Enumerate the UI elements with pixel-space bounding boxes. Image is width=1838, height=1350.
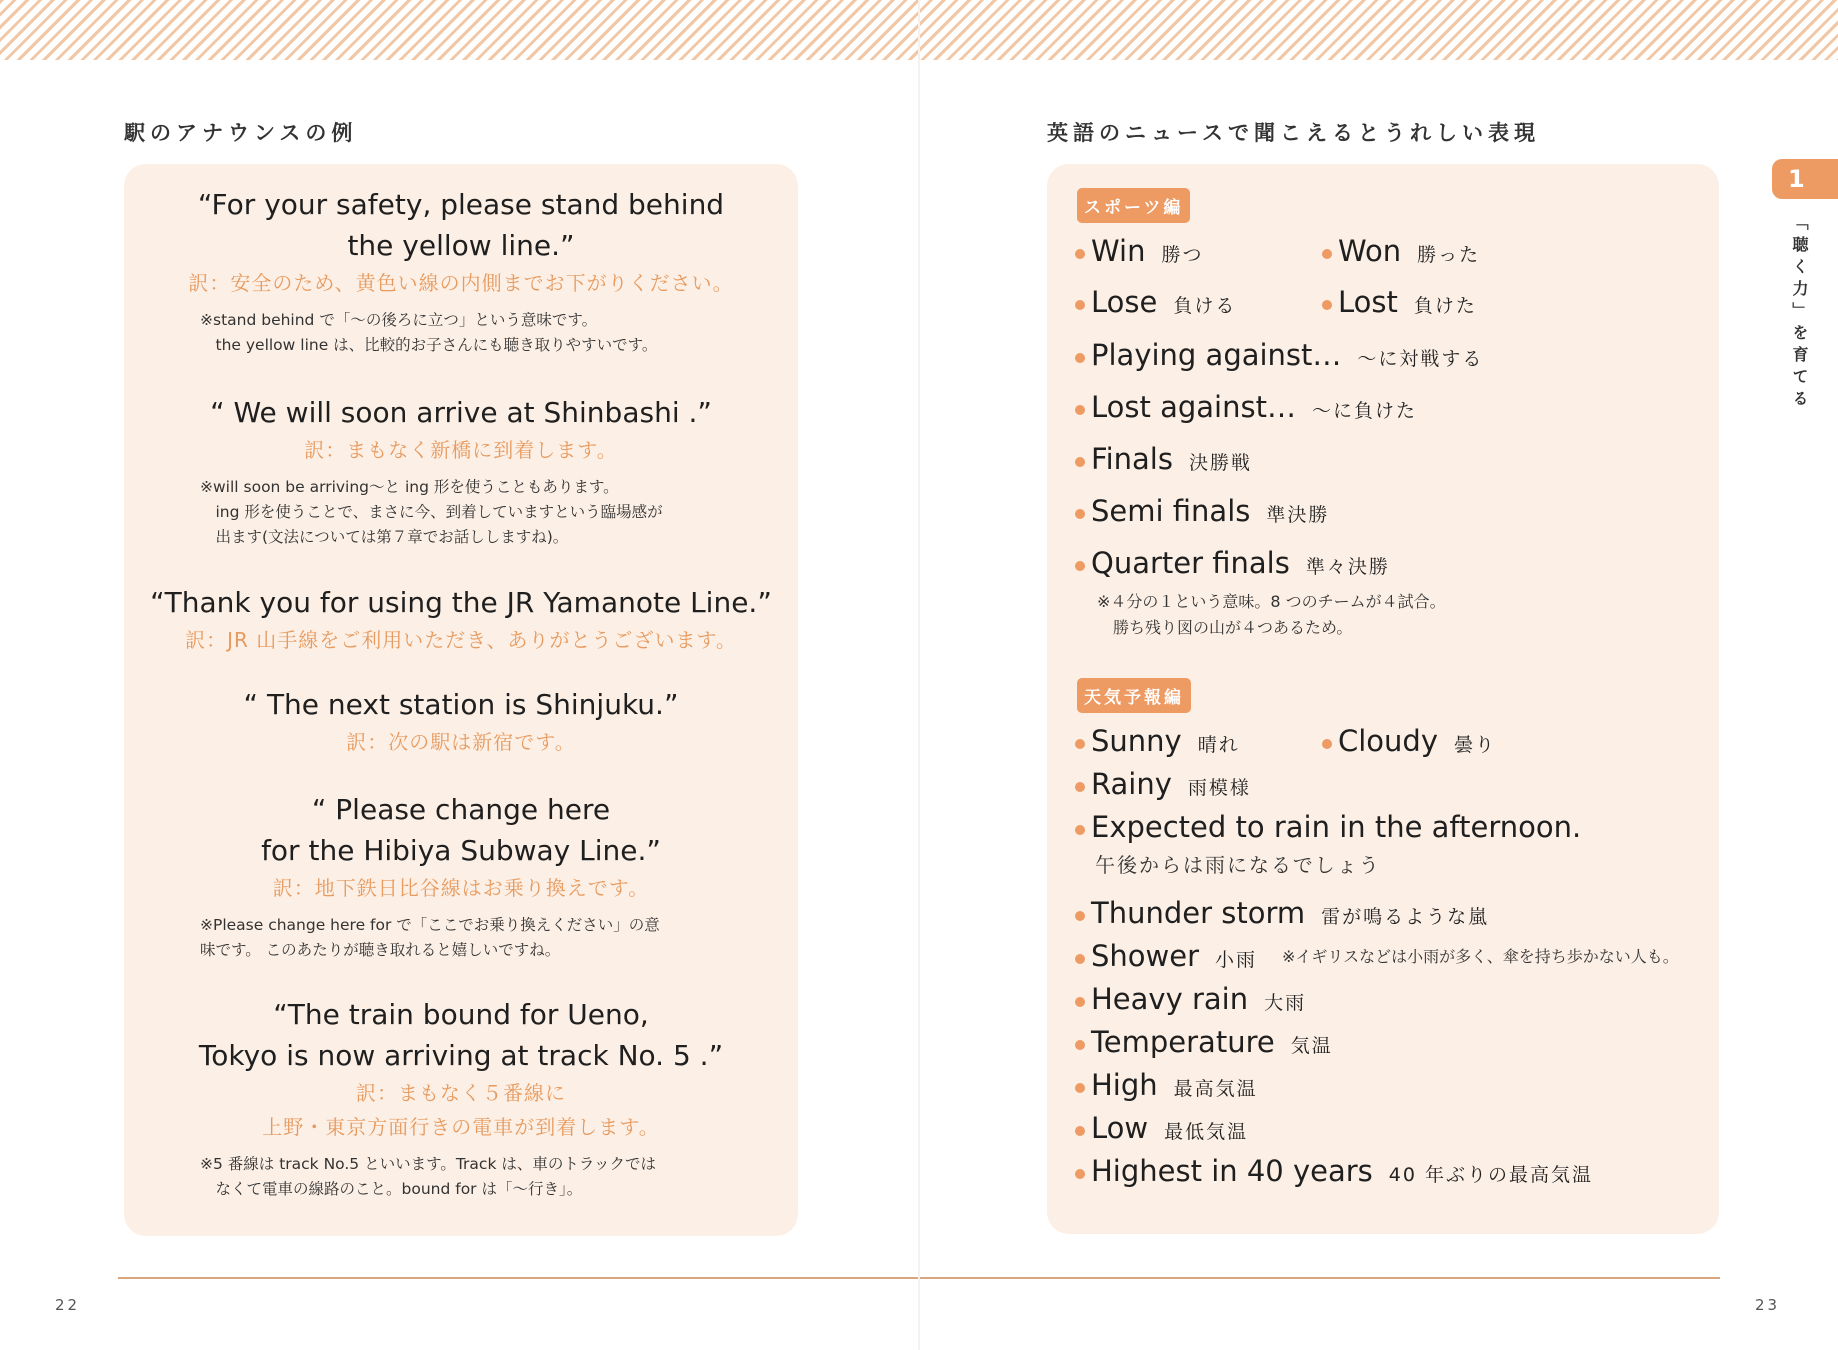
announcement-note: the yellow line は、比較的お子さんにも聴き取りやすいです。 [200,336,658,354]
announcement-note: ing 形を使うことで、まさに今、到着していますという臨場感が [200,503,663,521]
announcement-english: “For your safety, please stand behind [197,188,725,221]
expression-english: Temperature [1091,1025,1275,1059]
announcement-english: “ The next station is Shinjuku.” [243,688,679,721]
expression-japanese: 負けた [1413,295,1477,317]
announcement-translation: 訳：まもなく５番線に [356,1081,566,1105]
bullet-dot [1075,509,1085,519]
announcement-english: Tokyo is now arriving at track No. 5 .” [198,1039,724,1072]
news-expressions-panel [1047,164,1719,1234]
bullet-dot [1075,405,1085,415]
expression-japanese: 最低気温 [1164,1121,1249,1143]
expression-item [1075,285,1236,319]
expression-english: Won [1338,234,1402,268]
expression-english: Sunny [1091,724,1182,758]
sports-note-line-2: 勝ち残り図の山が４つあるため。 [1097,618,1353,637]
announcement-2 [124,392,798,550]
announcement-translation: 訳：まもなく新橋に到着します。 [304,438,618,462]
announcement-3 [124,582,798,657]
expression-item [1075,767,1251,801]
expression-item [1075,546,1390,580]
announcement-note: なくて電車の線路のこと。bound for は「〜行き」。 [200,1180,583,1198]
bullet-dot [1075,561,1085,571]
bullet-dot [1075,1040,1085,1050]
expression-japanese: 〜に負けた [1311,400,1417,422]
page-number-right: 23 [1755,1296,1781,1314]
expression-english: High [1091,1068,1158,1102]
announcement-translation: 訳：地下鉄日比谷線はお乗り換えです。 [272,876,650,900]
expression-item [1322,234,1480,268]
announcement-note: ※will soon be arriving〜と ing 形を使うこともあります。 [200,478,619,496]
expression-item [1075,982,1306,1016]
announcement-note: ※stand behind で「〜の後ろに立つ」という意味です。 [200,311,598,329]
expression-japanese: 勝つ [1161,244,1204,266]
footer-rule-right [920,1277,1720,1279]
bullet-dot [1075,249,1085,259]
bullet-dot [1075,825,1085,835]
left-section-title: 駅のアナウンスの例 [124,121,358,145]
announcement-5 [124,789,798,963]
expression-english: Finals [1091,442,1173,476]
announcement-note: ※Please change here for で「ここでお乗り換えください」の意 [200,916,660,934]
bullet-dot [1322,249,1332,259]
expression-item [1075,1154,1593,1188]
expression-japanese: 準決勝 [1266,504,1330,526]
expression-item [1075,939,1257,973]
expression-english: Lost [1338,285,1398,319]
page-number-left: 22 [55,1296,81,1314]
expression-english: Lose [1091,285,1158,319]
expression-japanese: 雨模様 [1187,777,1251,799]
announcement-note: 出ます(文法については第７章でお話ししますね)。 [200,528,569,546]
expression-japanese: 最高気温 [1173,1078,1258,1100]
chapter-tab[interactable]: 1 [1772,159,1838,199]
sports-note-line-1: ※４分の１という意味。8 つのチームが４試合。 [1097,592,1446,611]
announcement-translation: 訳：安全のため、黄色い線の内側までお下がりください。 [188,271,734,295]
footer-rule-left [118,1277,918,1279]
expression-english: Heavy rain [1091,982,1249,1016]
bullet-dot [1075,1126,1085,1136]
weather-badge: 天気予報編 [1077,678,1191,713]
expression-japanese: 曇り [1454,734,1497,756]
expression-item [1075,724,1240,758]
expression-item [1075,896,1489,930]
expression-japanese: 気温 [1290,1035,1333,1057]
bullet-dot [1075,353,1085,363]
announcement-english: “Thank you for using the JR Yamanote Line.” [150,586,772,619]
expression-english: Low [1091,1111,1149,1145]
announcement-english: “ We will soon arrive at Shinbashi .” [210,396,712,429]
expression-english: Lost against… [1091,390,1296,424]
expression-item [1075,494,1329,528]
expression-japanese: 雷が鳴るような嵐 [1321,906,1490,928]
expression-item [1075,1025,1333,1059]
expression-japanese: 負ける [1173,295,1237,317]
rain-translation: 午後からは雨になるでしょう [1095,853,1381,877]
announcement-translation: 訳：次の駅は新宿です。 [346,730,576,754]
bullet-dot [1075,300,1085,310]
expression-japanese: 小雨 [1215,949,1258,971]
announcement-english: for the Hibiya Subway Line.” [261,834,661,867]
expression-japanese: 40 年ぶりの最高気温 [1388,1164,1593,1186]
bullet-dot [1075,997,1085,1007]
announcement-translation: 上野・東京方面行きの電車が到着します。 [262,1115,660,1139]
announcement-translation: 訳：JR 山手線をご利用いただき、ありがとうございます。 [185,628,737,652]
expression-english: Highest in 40 years [1091,1154,1373,1188]
expression-japanese: 〜に対戦する [1357,348,1484,370]
announcement-english: the yellow line.” [347,229,575,262]
right-section-title: 英語のニュースで聞こえるとうれしい表現 [1047,121,1540,145]
announcement-4 [124,684,798,759]
expression-japanese: 準々決勝 [1305,556,1390,578]
bullet-dot [1075,954,1085,964]
bullet-dot [1075,457,1085,467]
bullet-dot [1075,739,1085,749]
bullet-dot [1075,782,1085,792]
bullet-dot [1322,739,1332,749]
expression-english: Thunder storm [1091,896,1306,930]
expression-item [1075,1068,1258,1102]
bullet-dot [1075,911,1085,921]
expression-item [1322,285,1477,319]
announcement-note: ※5 番線は track No.5 といいます。Track は、車のトラックでは [200,1155,657,1173]
expression-item [1075,338,1483,372]
expression-item [1075,442,1252,476]
expression-english: Expected to rain in the afternoon. [1091,810,1582,844]
expression-japanese: 決勝戦 [1188,452,1252,474]
sports-badge: スポーツ編 [1077,188,1190,223]
announcement-english: “The train bound for Ueno, [273,998,649,1031]
expression-item [1075,1111,1248,1145]
expression-english: Cloudy [1338,724,1438,758]
expression-japanese: 晴れ [1197,734,1240,756]
chapter-label: 「聴く力」を育てる [1790,214,1809,412]
expression-english: Shower [1091,939,1200,973]
bullet-dot [1075,1169,1085,1179]
announcement-panel [124,164,798,1236]
announcement-1 [124,184,798,358]
expression-item [1075,810,1597,844]
expression-english: Quarter finals [1091,546,1290,580]
expression-english: Win [1091,234,1146,268]
expression-japanese: 勝った [1417,244,1481,266]
expression-japanese: 大雨 [1264,992,1307,1014]
announcement-english: “ Please change here [311,793,611,826]
expression-item [1075,390,1417,424]
expression-english: Rainy [1091,767,1172,801]
expression-english: Playing against… [1091,338,1342,372]
announcement-note: 味です。 このあたりが聴き取れると嬉しいですね。 [200,941,561,959]
page-fold [918,0,920,1350]
expression-english: Semi finals [1091,494,1251,528]
bullet-dot [1322,300,1332,310]
announcement-6 [124,994,798,1202]
bullet-dot [1075,1083,1085,1093]
expression-item [1075,234,1204,268]
shower-note: ※イギリスなどは小雨が多く、傘を持ち歩かない人も。 [1282,947,1679,966]
expression-item [1322,724,1496,758]
